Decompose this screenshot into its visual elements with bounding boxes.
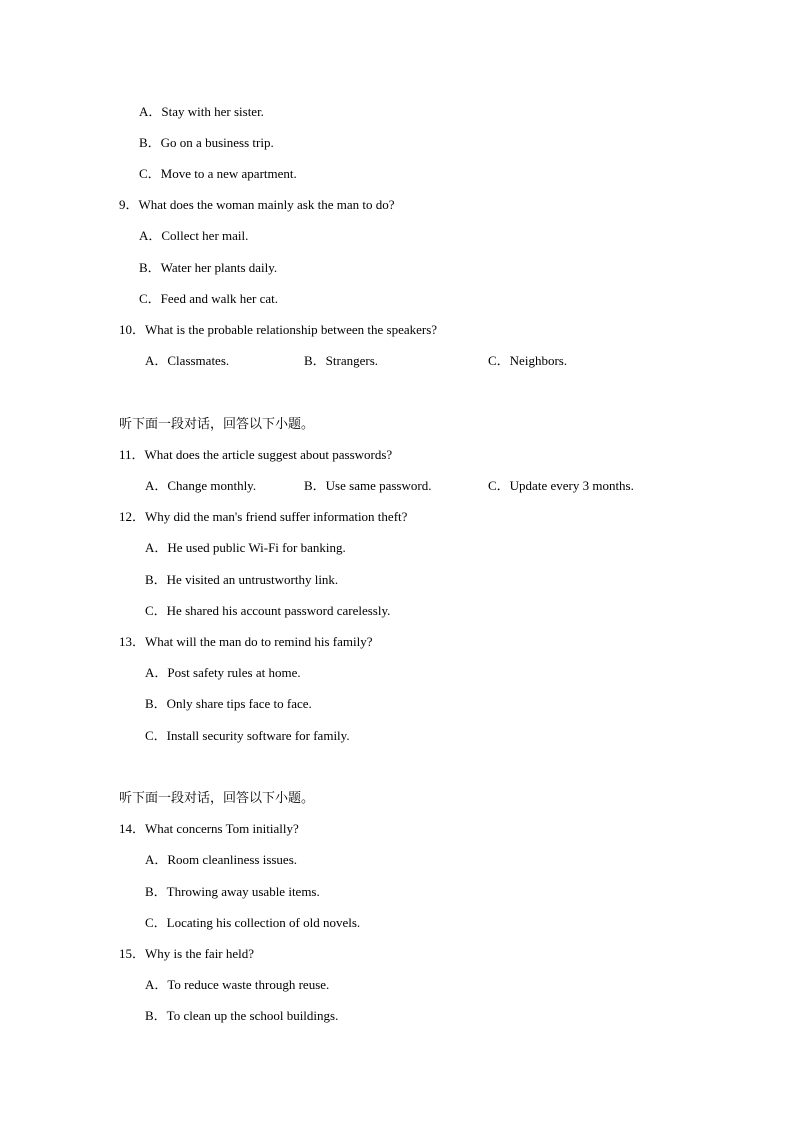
q13-option-a: [145, 665, 301, 681]
q14-option-c: [145, 915, 360, 931]
question-text: What does the article suggest about passwords?: [144, 447, 393, 462]
question-number: 13．: [119, 634, 146, 649]
q10-option-b: [304, 353, 378, 369]
section-heading: 听下面一段对话，回答以下小题。: [119, 790, 315, 805]
question-text: What will the man do to remind his family?: [145, 634, 373, 649]
option-text: Feed and walk her cat.: [160, 291, 278, 306]
option-text: To clean up the school buildings.: [166, 1008, 339, 1023]
question-text: Why is the fair held?: [145, 946, 255, 961]
option-letter: A．: [145, 353, 168, 368]
question-text: Why did the man's friend suffer information theft?: [145, 509, 408, 524]
q13-option-c: [145, 728, 350, 744]
question-number: 9．: [119, 197, 139, 212]
question-13: [119, 634, 372, 650]
q10-option-c: [488, 353, 567, 369]
option-letter: C．: [488, 353, 510, 368]
option-letter: B．: [304, 353, 326, 368]
option-text: Change monthly.: [167, 478, 257, 493]
option-text: Update every 3 months.: [509, 478, 634, 493]
q11-option-c: [488, 478, 634, 494]
question-9: [119, 197, 394, 213]
option-letter: A．: [145, 852, 168, 867]
q10-option-a: [145, 353, 229, 369]
q9-option-b: [139, 260, 277, 276]
option-letter: B．: [145, 572, 167, 587]
option-text: Classmates.: [167, 353, 230, 368]
option-letter: B．: [304, 478, 326, 493]
q8-option-b: [139, 135, 274, 151]
option-letter: C．: [145, 915, 167, 930]
option-letter: A．: [145, 478, 168, 493]
q9-option-c: [139, 291, 278, 307]
option-letter: B．: [139, 260, 161, 275]
option-letter: C．: [145, 728, 167, 743]
option-letter: B．: [145, 696, 167, 711]
q11-option-a: [145, 478, 256, 494]
option-text: Move to a new apartment.: [160, 166, 297, 181]
option-letter: C．: [139, 291, 161, 306]
question-number: 11．: [119, 447, 145, 462]
question-number: 14．: [119, 821, 146, 836]
option-text: Neighbors.: [509, 353, 568, 368]
question-text: What does the woman mainly ask the man to do?: [138, 197, 395, 212]
option-text: He used public Wi-Fi for banking.: [167, 540, 346, 555]
q14-option-b: [145, 884, 320, 900]
question-11: [119, 447, 392, 463]
option-letter: A．: [139, 104, 162, 119]
option-text: Use same password.: [325, 478, 432, 493]
option-text: Go on a business trip.: [160, 135, 274, 150]
question-15: [119, 946, 254, 962]
q12-option-b: [145, 572, 338, 588]
q9-option-a: [139, 228, 248, 244]
option-text: To reduce waste through reuse.: [167, 977, 330, 992]
question-14: [119, 821, 299, 837]
q12-option-a: [145, 540, 346, 556]
q11-option-b: [304, 478, 431, 494]
option-text: Collect her mail.: [161, 228, 249, 243]
question-number: 10．: [119, 322, 146, 337]
question-number: 15．: [119, 946, 146, 961]
option-letter: B．: [145, 1008, 167, 1023]
option-letter: A．: [139, 228, 162, 243]
option-letter: B．: [139, 135, 161, 150]
option-text: Stay with her sister.: [161, 104, 264, 119]
q15-option-b: [145, 1008, 338, 1024]
option-text: He visited an untrustworthy link.: [166, 572, 339, 587]
section-heading: 听下面一段对话，回答以下小题。: [119, 416, 315, 431]
q15-option-a: [145, 977, 329, 993]
question-text: What is the probable relationship between the speakers?: [145, 322, 438, 337]
question-number: 12．: [119, 509, 146, 524]
question-text: What concerns Tom initially?: [145, 821, 299, 836]
q14-option-a: [145, 852, 297, 868]
option-text: Water her plants daily.: [160, 260, 278, 275]
option-letter: C．: [488, 478, 510, 493]
q13-option-b: [145, 696, 312, 712]
option-text: Install security software for family.: [166, 728, 350, 743]
option-text: Throwing away usable items.: [166, 884, 320, 899]
option-text: Locating his collection of old novels.: [166, 915, 361, 930]
option-letter: A．: [145, 540, 168, 555]
option-letter: C．: [139, 166, 161, 181]
option-text: Only share tips face to face.: [166, 696, 312, 711]
question-10: [119, 322, 437, 338]
option-letter: A．: [145, 977, 168, 992]
option-letter: C．: [145, 603, 167, 618]
q12-option-c: [145, 603, 390, 619]
q8-option-c: [139, 166, 297, 182]
option-letter: B．: [145, 884, 167, 899]
option-letter: A．: [145, 665, 168, 680]
option-text: Room cleanliness issues.: [167, 852, 298, 867]
q8-option-a: [139, 104, 264, 120]
option-text: He shared his account password carelessly.: [166, 603, 391, 618]
question-12: [119, 509, 407, 525]
option-text: Strangers.: [325, 353, 379, 368]
option-text: Post safety rules at home.: [167, 665, 301, 680]
